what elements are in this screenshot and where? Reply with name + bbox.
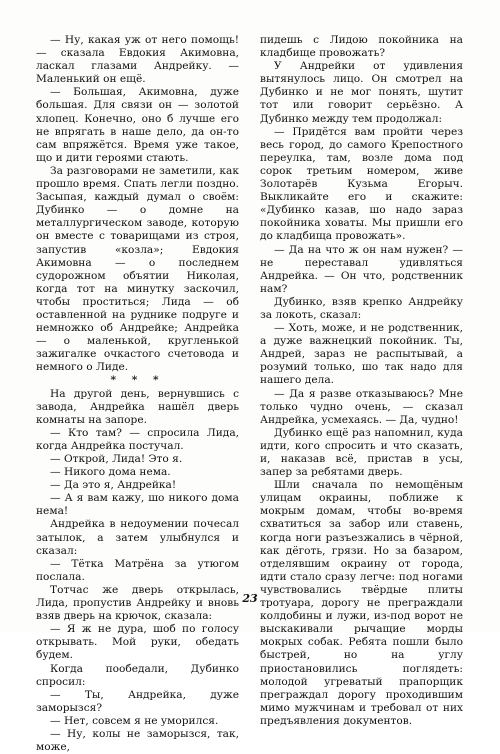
- paragraph: За разговорами не заметили, как прошло время. Спать легли поздно. Засыпая, каждый думал о своём: Дубинко — о домне на металлургическом заводе, которую он вместе с товарищами из строя, запустив «козла»; Евдокия Акимовна — о последнем судорожном объятии Николая, когда тот на минутку заскочил, чтобы проститься; Лида — об оставленной на руднике подруге и немножко об Андрейке; Андрейка — о маленькой, кругленькой зажигалке очкастого счетовода и немного о Лиде.: [36, 164, 239, 374]
- paragraph: — Хоть, може, и не родственник, а дуже важнецкий покойник. Ты, Андрей, зараз не распытывай, а розумий только, шо так надо для нашего дела.: [260, 322, 463, 387]
- section-separator: * * *: [110, 374, 165, 387]
- paragraph: — Да я разве отказываюсь? Мне только чудно очень, — сказал Андрейка, усмехаясь. — Да, чудно!: [260, 387, 463, 426]
- paragraph: — Тётка Матрёна за утюгом послала.: [36, 557, 239, 583]
- paragraph: Андрейка в недоумении почесал затылок, а затем улыбнулся и сказал:: [36, 518, 239, 557]
- paragraph: — Придётся вам пройти через весь город, до самого Крепостного переулка, там, возле дома под сорок третьим номером, живе Золотарёв Кузьма Егорыч. Выкликайте его и скажите: «Дубинко казав, шо надо зараз покойника ховаты. Мы пришли его до кладбища провожать».: [260, 125, 463, 243]
- paragraph: — Да это я, Андрейка!: [50, 479, 177, 492]
- paragraph: Шли сначала по немощёным улицам окраины, поближе к мокрым домам, чтобы во-время схватиться за забор или ставень, когда ноги разъезжались в чёрной, как дёготь, грязи. Но за базаром, отделявшим окраину от города, идти стало сразу легче: под ногами чувствовались твёрдые плиты тротуара, дорогу не преграждали колдобины и лужи, из-под ворот не выскакивали рычащие морды мокрых собак. Ребята пошли было быстрей, но на углу приостановились поглядеть: молодой угреватый прапорщик преграждал дорогу проходившим мимо мужчинам и требовал от них предъявления документов.: [260, 479, 463, 727]
- text-column-right: [260, 34, 463, 728]
- paragraph: Когда пообедали, Дубинко спросил:: [36, 662, 239, 688]
- paragraph: У Андрейки от удивления вытянулось лицо. Он смотрел на Дубинко и не мог понять, шутит тот или говорит серьёзно. А Дубинко между тем продолжал:: [260, 60, 463, 125]
- paragraph: Дубинко, взяв крепко Андрейку за локоть, сказал:: [260, 295, 463, 321]
- text-column-left: [36, 34, 239, 754]
- paragraph: — Большая, Акимовна, дуже большая. Для связи он — золотой хлопец. Конечно, оно б лучше его не впрягать в наше дело, да он-то сам впряжётся. Время уже такое, що и дити героями стають.: [36, 86, 239, 164]
- paragraph: — Ну, колы не заморызся, так, може,: [36, 727, 239, 754]
- paragraph: — Ты, Андрейка, дуже заморызся?: [36, 688, 239, 714]
- paragraph: Тотчас же дверь открылась, Лида, пропустив Андрейку и вновь взяв дверь на крючок, сказала:: [36, 583, 239, 623]
- paragraph: — А я вам кажу, шо никого дома нема!: [36, 492, 239, 518]
- paragraph: — Я ж не дура, шоб по голосу открывать. Мой руки, обедать будем.: [36, 623, 239, 662]
- paragraph: — Никого дома нема.: [50, 466, 171, 479]
- paragraph: — Да на что ж он нам нужен? — не переставал удивляться Андрейка. — Он что, родственник нам?: [260, 243, 463, 295]
- paragraph: Дубинко ещё раз напомнил, куда идти, кого спросить и что сказать, и, наказав всё, пристав в усы, запер за ребятами дверь.: [260, 426, 463, 479]
- paragraph: На другой день, вернувшись с завода, Андрейка нашёл дверь комнаты на запоре.: [36, 387, 239, 426]
- paragraph: — Ну, какая уж от него помощь! — сказала Евдокия Акимовна, ласкал глазами Андрейку. — Маленький он ещё.: [36, 34, 239, 86]
- paragraph: — Кто там? — спросила Лида, когда Андрейка постучал.: [36, 426, 239, 452]
- paragraph: — Нет, совсем я не уморился.: [50, 714, 219, 727]
- paragraph: пидешь с Лидою покойника на кладбище провожать?: [260, 34, 463, 60]
- paragraph: — Открой, Лида! Это я.: [50, 453, 183, 465]
- page-number: 23: [242, 592, 258, 605]
